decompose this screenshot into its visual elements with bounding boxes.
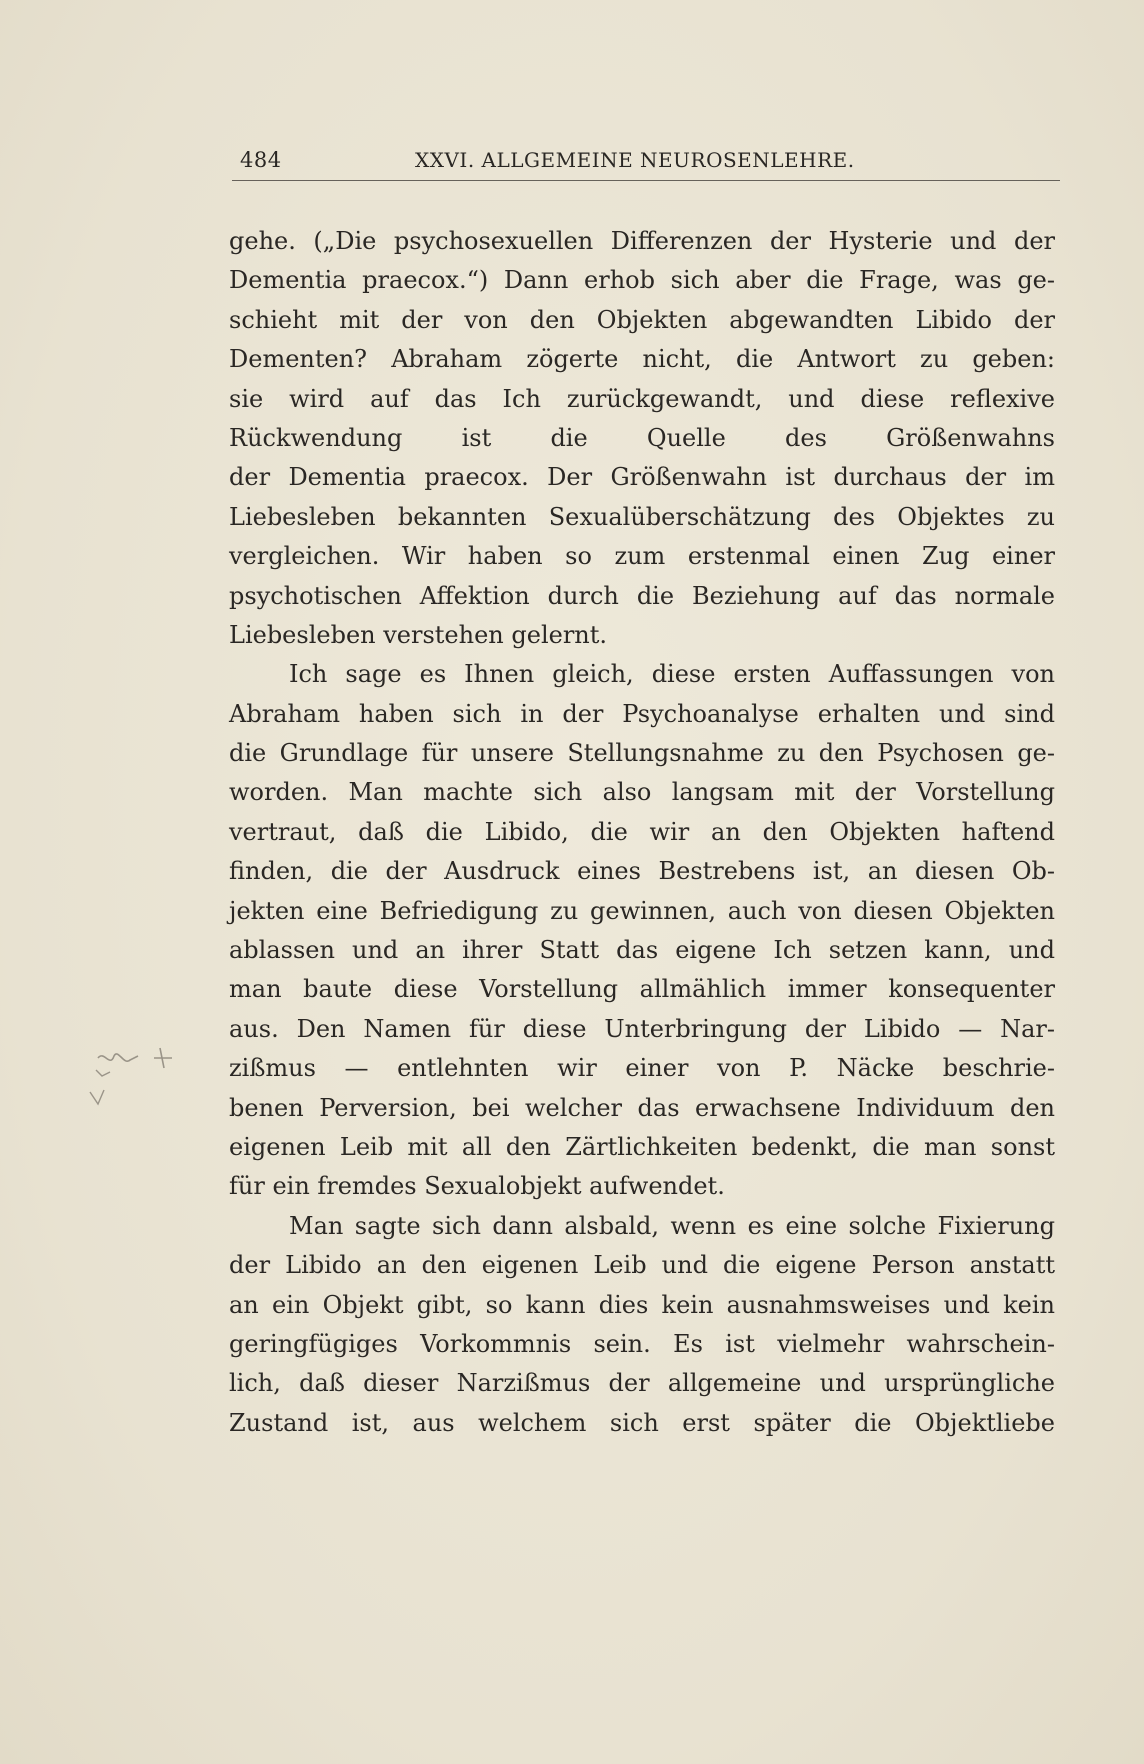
text-line: jekten eine Befriedigung zu gewinnen, auch von diesen Objekten <box>229 896 1055 925</box>
text-line: an ein Objekt gibt, so kann dies kein ausnahmsweises und kein <box>229 1290 1055 1319</box>
text-line: gehe. („Die psychosexuellen Differenzen der Hysterie und der <box>229 227 1055 255</box>
body-text <box>229 222 1055 1443</box>
text-line: vergleichen. Wir haben so zum erstenmal einen Zug einer <box>229 542 1055 571</box>
text-line: psychotischen Affektion durch die Beziehung auf das normale <box>229 581 1055 610</box>
text-line: sie wird auf das Ich zurückgewandt, und diese reflexive <box>229 384 1055 413</box>
text-line: zißmus — entlehnten wir einer von P. Näcke beschrie- <box>229 1054 1055 1083</box>
text-line: schieht mit der von den Objekten abgewandten Libido der <box>229 305 1055 334</box>
text-line: vertraut, daß die Libido, die wir an den Objekten haftend <box>229 817 1055 846</box>
text-line: worden. Man machte sich also langsam mit der Vorstellung <box>229 778 1055 807</box>
page-number: 484 <box>240 148 282 172</box>
text-line: der Libido an den eigenen Leib und die eigene Person anstatt <box>229 1251 1055 1280</box>
text-line: Abraham haben sich in der Psychoanalyse erhalten und sind <box>229 699 1055 728</box>
text-line: Dementen? Abraham zögerte nicht, die Antwort zu geben: <box>229 345 1055 374</box>
running-head: XXVI. ALLGEMEINE NEUROSENLEHRE. <box>415 148 855 172</box>
text-line: geringfügiges Vorkommnis sein. Es ist vielmehr wahrschein- <box>229 1329 1055 1358</box>
text-line: Liebesleben verstehen gelernt. <box>229 620 608 649</box>
text-line: die Grundlage für unsere Stellungsnahme zu den Psychosen ge- <box>229 739 1055 768</box>
text-line: lich, daß dieser Narzißmus der allgemeine und ursprüngliche <box>229 1369 1055 1398</box>
text-line: der Dementia praecox. Der Größenwahn ist durchaus der im <box>229 463 1055 492</box>
text-line: ablassen und an ihrer Statt das eigene Ich setzen kann, und <box>229 936 1055 965</box>
text-line: benen Perversion, bei welcher das erwachsene Individuum den <box>229 1093 1055 1122</box>
text-line: man baute diese Vorstellung allmählich immer konsequenter <box>229 975 1055 1004</box>
text-line: Rückwendung ist die Quelle des Größenwahns <box>229 423 1055 452</box>
text-line: finden, die der Ausdruck eines Bestrebens ist, an diesen Ob- <box>229 857 1055 886</box>
text-line: Liebesleben bekannten Sexualüberschätzung des Objektes zu <box>229 502 1055 531</box>
paragraph-first-line: Man sagte sich dann alsbald, wenn es eine solche Fixierung <box>289 1211 1055 1240</box>
page-header <box>230 148 1060 178</box>
text-line: eigenen Leib mit all den Zärtlichkeiten bedenkt, die man sonst <box>229 1132 1055 1161</box>
header-rule <box>232 180 1060 181</box>
text-line: für ein fremdes Sexualobjekt aufwendet. <box>229 1172 725 1201</box>
paragraph-first-line: Ich sage es Ihnen gleich, diese ersten Auffassungen von <box>289 660 1055 689</box>
pencil-margin-mark <box>84 1046 194 1126</box>
text-line: Dementia praecox.“) Dann erhob sich aber die Frage, was ge- <box>229 266 1055 295</box>
text-line: Zustand ist, aus welchem sich erst später die Objektliebe <box>229 1408 1055 1437</box>
text-line: aus. Den Namen für diese Unterbringung der Libido — Nar- <box>229 1014 1055 1043</box>
